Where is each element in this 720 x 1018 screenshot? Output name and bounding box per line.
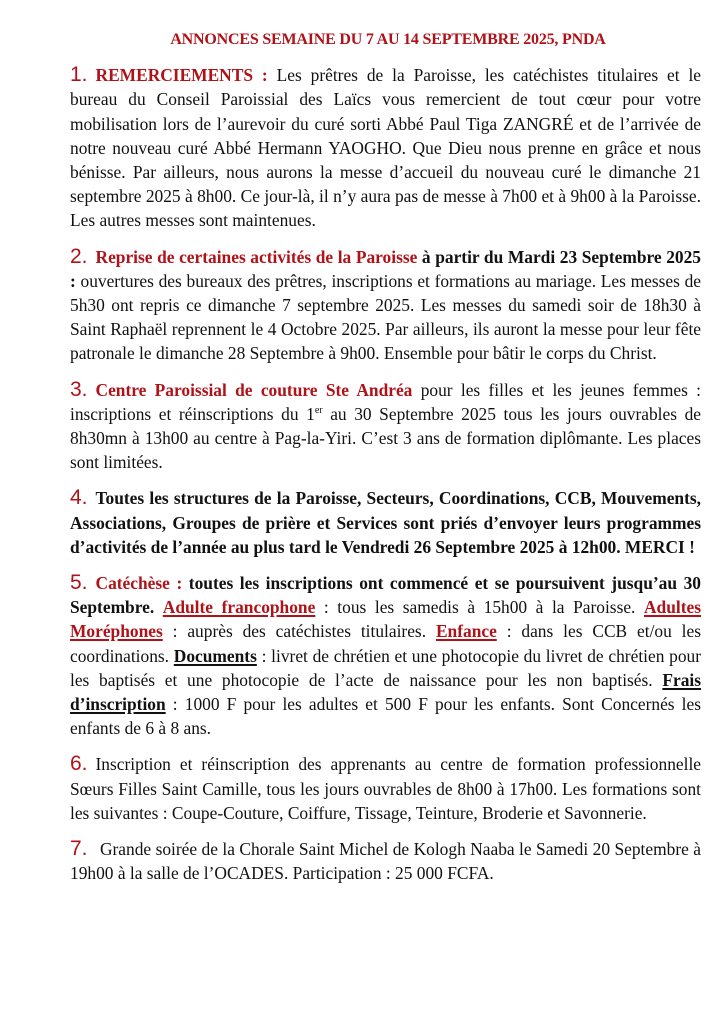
announcement-item-7 bbox=[70, 837, 701, 885]
text-documents: : livret de chrétien et une photocopie du livret de chrétien pour les baptisés et une photocopie de l’acte de naissance pour les non baptisés. bbox=[70, 645, 702, 690]
item-body: ouvertures des bureaux des prêtres, inscriptions et formations au mariage. Les messes de 5h30 ont repris ce dimanche 7 septembre 2025. Les messes du samedi soir de 18h30 à Saint Raphaël reprennent le 4 Octobre 2025. Par ailleurs, ils auront la messe pour leur fête patronale le dimanche 28 Septembre à 9h00. Ensemble pour bâtir le corps du Christ. bbox=[70, 270, 701, 364]
item-body-cont: au 30 Septembre 2025 tous les jours ouvrables de 8h30mn à 13h00 au centre à Pag-la-Yiri. C’est 3 ans de formation diplômante. Les places sont limitées. bbox=[70, 403, 701, 473]
text-adultes-morephones: : auprès des catéchistes titulaires. bbox=[162, 621, 436, 642]
item-number: 7. bbox=[70, 837, 88, 861]
item-body: pour les filles et les jeunes femmes : inscriptions et réinscriptions du 1 bbox=[70, 379, 701, 424]
label-adulte-francophone: Adulte francophone bbox=[162, 597, 316, 618]
item-body: Les prêtres de la Paroisse, les catéchistes titulaires et le bureau du Conseil Paroissial des Laïcs vous remercient de tout cœur pour votre mobilisation lors de l’aurevoir du curé sorti Abbé Paul Tiga ZANGRÉ et de l’arrivée de notre nouveau curé Abbé Hermann YAOGHO. Que Dieu nous prenne en grâce et nous bénisse. Par ailleurs, nous aurons la messe d’accueil du nouveau curé le dimanche 21 septembre 2025 à 8h00. Ce jour-là, il n’y aura pas de messe à 7h00 et à 9h00 à la Paroisse. Les autres messes sont maintenues. bbox=[70, 65, 702, 231]
item-number: 5. bbox=[70, 571, 88, 595]
page-title: ANNONCES SEMAINE DU 7 AU 14 SEPTEMBRE 2025, PNDA bbox=[170, 31, 606, 48]
label-documents: Documents bbox=[173, 645, 257, 666]
item-number: 1. bbox=[70, 63, 88, 87]
text-adulte-francophone: : tous les samedis à 15h00 à la Paroisse. bbox=[315, 597, 644, 618]
text-frais-inscription: : 1000 F pour les adultes et 500 F pour les enfants. Sont Concernés les enfants de 6 à 8 ans. bbox=[70, 694, 701, 739]
text-enfance: : dans les CCB et/ou les coordinations. bbox=[70, 621, 701, 666]
item-heading: Catéchèse : bbox=[95, 573, 183, 594]
item-heading: REMERCIEMENTS : bbox=[95, 65, 268, 86]
announcement-item-2 bbox=[70, 245, 701, 366]
item-heading: Centre Paroissial de couture Ste Andréa bbox=[95, 379, 413, 400]
label-adultes-morephones: Adultes Moréphones bbox=[70, 597, 701, 642]
item-number: 2. bbox=[70, 244, 88, 268]
announcement-page bbox=[70, 22, 701, 898]
item-bold-lead: à partir du Mardi 23 Septembre 2025 : bbox=[70, 246, 701, 291]
item-number: 6. bbox=[70, 752, 88, 776]
announcement-item-4 bbox=[70, 486, 701, 559]
item-body: Grande soirée de la Chorale Saint Michel de Kologh Naaba le Samedi 20 Septembre à 19h00 à la salle de l’OCADES. Participation : 25 000 FCFA. bbox=[70, 839, 701, 884]
item-body: Inscription et réinscription des apprenants au centre de formation professionnelle Sœurs Filles Saint Camille, tous les jours ouvrables de 8h00 à 17h00. Les formations sont les suivantes : Coupe-Couture, Coiffure, Tissage, Teinture, Broderie et Savonnerie. bbox=[70, 754, 701, 823]
announcement-item-6 bbox=[70, 752, 701, 825]
label-frais-inscription: Frais d’inscription bbox=[70, 669, 701, 715]
announcement-item-3 bbox=[70, 378, 701, 475]
superscript: er bbox=[314, 405, 323, 417]
item-bold-lead: toutes les inscriptions ont commencé et se poursuivent jusqu’au 30 Septembre. bbox=[70, 573, 701, 618]
announcement-item-5 bbox=[70, 571, 701, 740]
announcement-item-1 bbox=[70, 63, 701, 232]
item-heading: Reprise de certaines activités de la Paroisse bbox=[95, 246, 418, 267]
label-enfance: Enfance bbox=[435, 621, 497, 642]
item-bold-body: Toutes les structures de la Paroisse, Secteurs, Coordinations, CCB, Mouvements, Associations, Groupes de prière et Services sont priés d’envoyer leurs programmes d’activités de l’année au plus tard le Vendredi 26 Septembre 2025 à 12h00. MERCI ! bbox=[70, 488, 701, 557]
item-number: 3. bbox=[70, 377, 88, 401]
item-number: 4. bbox=[70, 486, 88, 510]
